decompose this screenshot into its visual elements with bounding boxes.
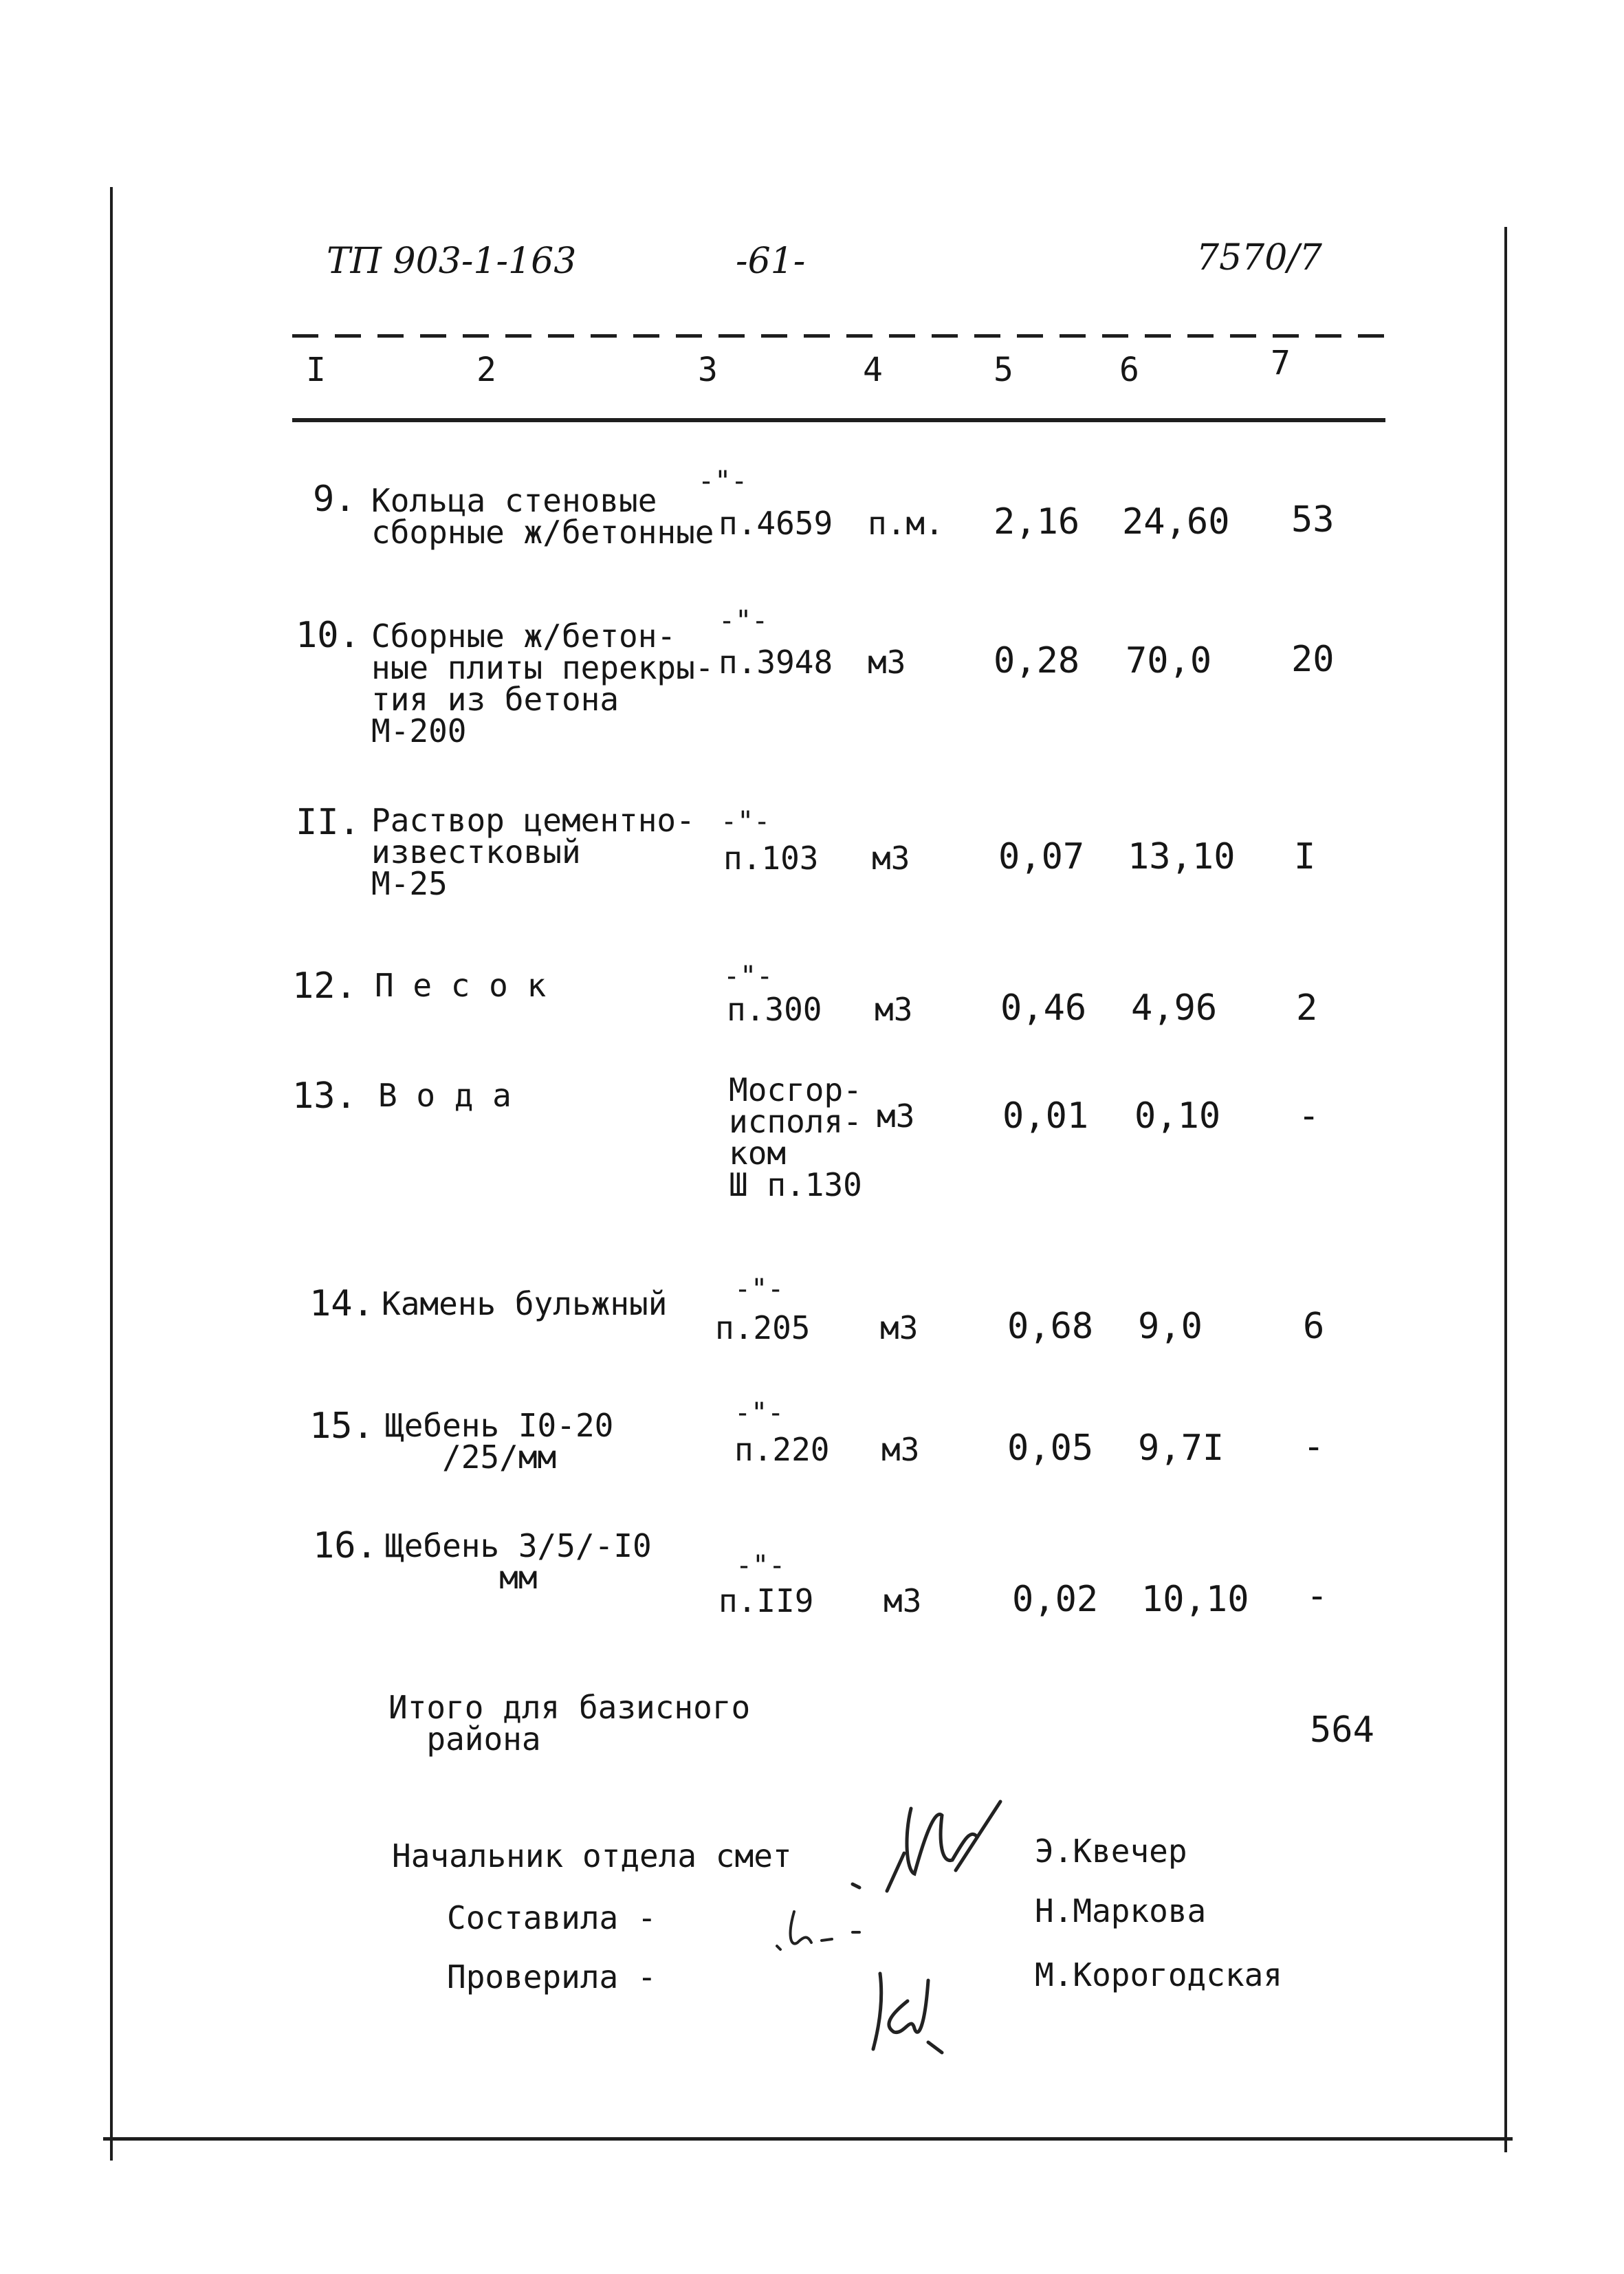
row-price: 9,7I bbox=[1138, 1428, 1225, 1469]
row-number: 9. bbox=[313, 479, 356, 520]
row-qty: 0,68 bbox=[1007, 1306, 1094, 1347]
row-unit: м3 bbox=[877, 1097, 915, 1135]
row-price: 13,10 bbox=[1128, 836, 1236, 877]
ditto-mark: -"- bbox=[723, 961, 773, 992]
handwritten-signature-checked bbox=[853, 1960, 963, 2063]
handwritten-signature-head bbox=[839, 1788, 1004, 1905]
row-source: п.220 bbox=[734, 1431, 830, 1468]
row-total: 6 bbox=[1303, 1306, 1325, 1347]
row-number: 14. bbox=[309, 1283, 374, 1324]
ditto-mark: -"- bbox=[736, 1550, 786, 1582]
row-price: 9,0 bbox=[1138, 1306, 1203, 1347]
header-solid-rule bbox=[292, 418, 1385, 422]
row-number: 10. bbox=[296, 615, 360, 656]
row-qty: 0,01 bbox=[1002, 1095, 1089, 1137]
row-total: - bbox=[1298, 1095, 1320, 1137]
row-price: 4,96 bbox=[1131, 987, 1218, 1029]
row-number: II. bbox=[296, 802, 360, 843]
row-unit: м3 bbox=[881, 1431, 920, 1468]
signature-name-checked: М.Корогодская bbox=[1035, 1956, 1283, 1993]
row-qty: 2,16 bbox=[994, 501, 1080, 543]
row-qty: 0,28 bbox=[994, 640, 1080, 681]
row-total: 2 bbox=[1296, 987, 1318, 1029]
row-unit: м3 bbox=[868, 644, 906, 681]
row-price: 70,0 bbox=[1126, 640, 1212, 681]
handwritten-signature-compiled bbox=[756, 1898, 880, 1960]
row-qty: 0,07 bbox=[998, 836, 1085, 877]
left-border bbox=[110, 187, 113, 2161]
row-price: 24,60 bbox=[1122, 501, 1230, 543]
row-price: 0,10 bbox=[1134, 1095, 1221, 1137]
row-unit: м3 bbox=[872, 840, 910, 877]
page-number: -61- bbox=[736, 241, 806, 282]
row-unit: м3 bbox=[880, 1309, 919, 1346]
ditto-mark: -"- bbox=[698, 466, 748, 497]
row-name: Щебень I0-20 /25/мм bbox=[385, 1407, 614, 1476]
signature-role-compiled: Составила - bbox=[447, 1899, 657, 1936]
ditto-mark: -"- bbox=[734, 1397, 784, 1429]
column-number-4: 4 bbox=[863, 351, 883, 389]
row-total: - bbox=[1303, 1426, 1325, 1467]
column-number-5: 5 bbox=[994, 351, 1013, 389]
summary-label: Итого для базисного района bbox=[388, 1689, 751, 1758]
ditto-mark: -"- bbox=[734, 1273, 784, 1305]
signature-role-checked: Проверила - bbox=[447, 1958, 657, 1996]
row-name: Сборные ж/бетон- ные плиты перекры- тия из бетона М-200 bbox=[371, 617, 714, 750]
column-number-3: 3 bbox=[698, 351, 718, 389]
row-price: 10,10 bbox=[1141, 1579, 1249, 1620]
column-number-6: 6 bbox=[1119, 351, 1139, 389]
signature-role-head: Начальник отдела смет bbox=[392, 1837, 792, 1874]
signature-name-compiled: Н.Маркова bbox=[1035, 1892, 1207, 1929]
row-name: В о д а bbox=[378, 1077, 512, 1114]
row-source: п.300 bbox=[727, 991, 822, 1028]
column-number-1: I bbox=[306, 351, 326, 389]
row-qty: 0,02 bbox=[1012, 1579, 1099, 1620]
row-total: I bbox=[1294, 836, 1316, 877]
row-number: 16. bbox=[313, 1525, 377, 1566]
doc-code: ТП 903-1-163 bbox=[327, 241, 577, 282]
row-qty: 0,46 bbox=[1000, 987, 1087, 1029]
column-number-7: 7 bbox=[1271, 344, 1291, 382]
row-total: 53 bbox=[1291, 499, 1335, 540]
signature-name-head: Э.Квечер bbox=[1035, 1833, 1187, 1870]
row-unit: м3 bbox=[884, 1582, 922, 1619]
row-source: п.II9 bbox=[718, 1582, 814, 1619]
row-name: Раствор цементно- известковый М-25 bbox=[371, 802, 695, 902]
row-source: п.103 bbox=[723, 840, 819, 877]
row-unit: м3 bbox=[875, 991, 913, 1028]
row-source: п.205 bbox=[715, 1309, 811, 1346]
row-total: - bbox=[1306, 1575, 1328, 1617]
column-number-2: 2 bbox=[476, 351, 496, 389]
row-number: 13. bbox=[292, 1075, 357, 1117]
header-dashed-rule bbox=[292, 334, 1385, 338]
row-unit: п.м. bbox=[868, 505, 944, 542]
row-qty: 0,05 bbox=[1007, 1428, 1094, 1469]
row-number: 12. bbox=[292, 965, 357, 1007]
bottom-border bbox=[103, 2137, 1513, 2141]
ditto-mark: -"- bbox=[718, 605, 769, 637]
row-number: 15. bbox=[309, 1406, 374, 1447]
row-name: П е с о к bbox=[375, 967, 547, 1004]
right-border bbox=[1504, 227, 1507, 2152]
ditto-mark: -"- bbox=[721, 806, 771, 838]
row-total: 20 bbox=[1291, 639, 1335, 680]
row-name: Кольца стеновые сборные ж/бетонные bbox=[371, 482, 714, 551]
row-name: Щебень 3/5/-I0 мм bbox=[385, 1527, 652, 1596]
row-name: Камень бульжный bbox=[382, 1285, 668, 1322]
summary-total: 564 bbox=[1310, 1709, 1374, 1751]
sheet-ref: 7570/7 bbox=[1196, 237, 1322, 278]
row-source: п.4659 bbox=[718, 505, 833, 542]
row-source: п.3948 bbox=[718, 644, 833, 681]
row-source: Мосгор- исполя- ком Ш п.130 bbox=[729, 1071, 862, 1203]
